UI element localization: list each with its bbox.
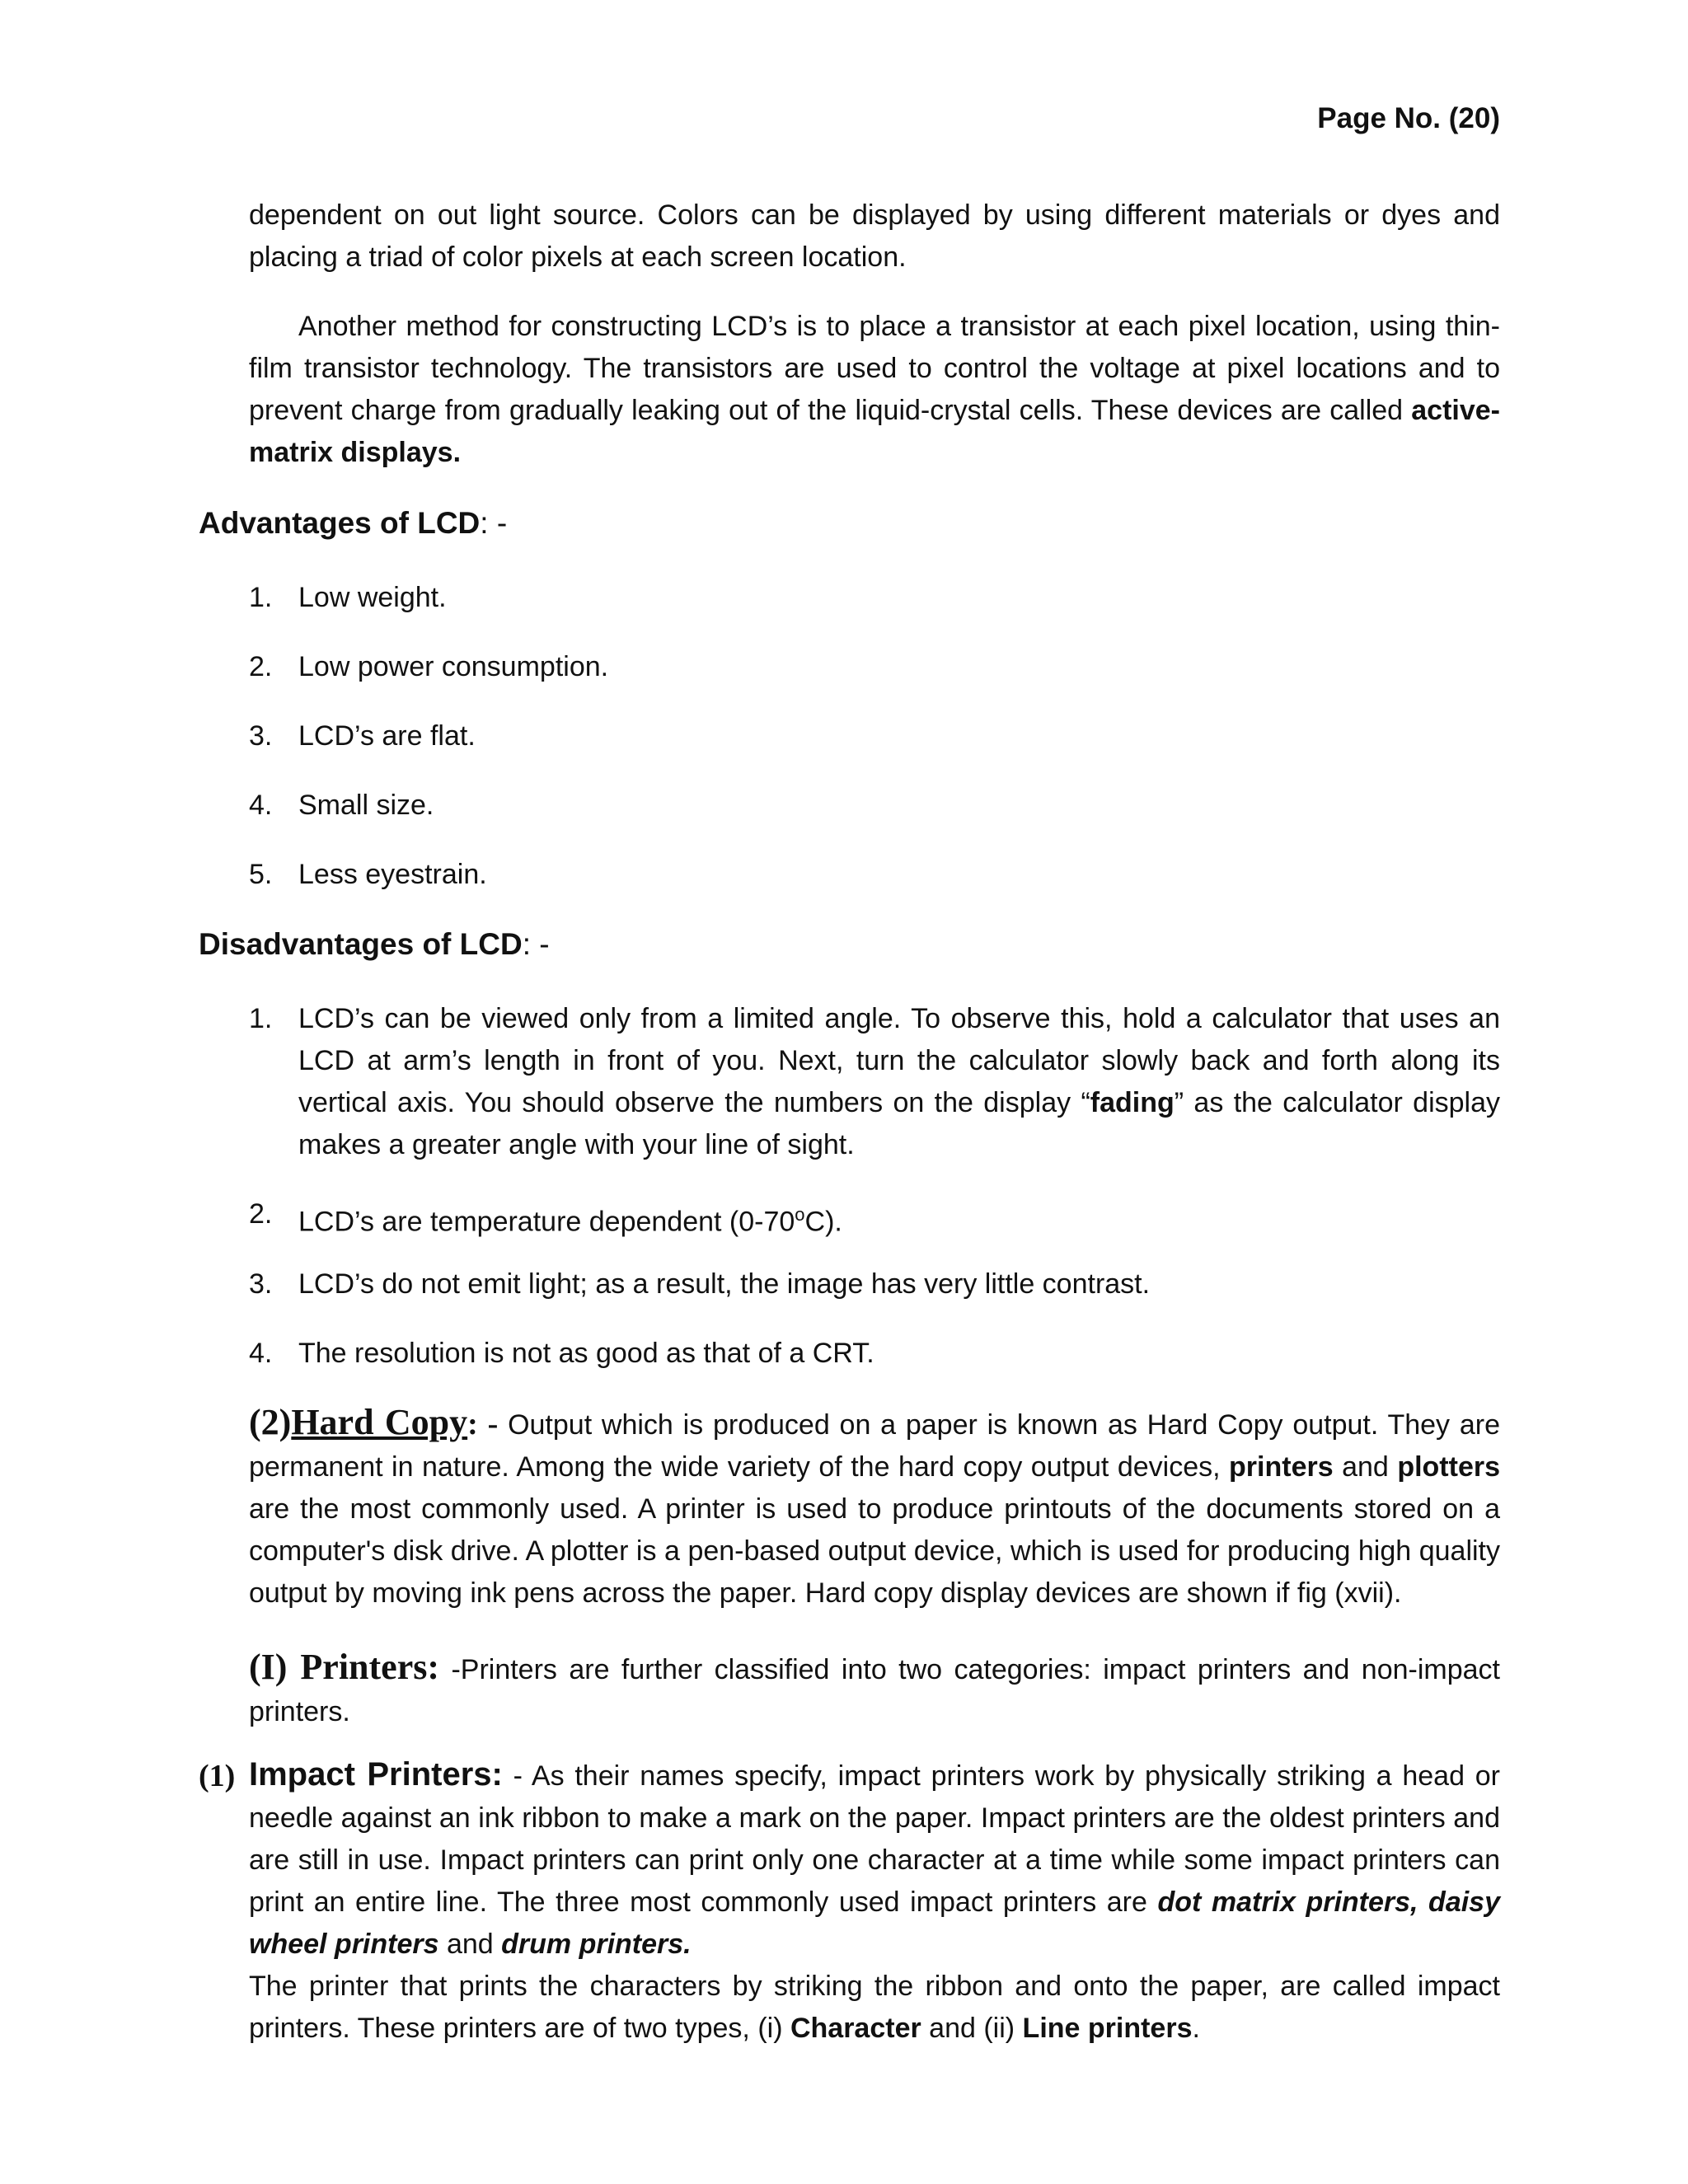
list-number: 3. [249,1268,273,1300]
text-run: are the most commonly used. A printer is used to produce printouts of the documents stored on a computer's disk drive. A plotter is a pen-based output device, which is used for producing high quality output by moving ink pens across the paper. Hard copy display devices are shown if fig (xvii). [249,1493,1500,1609]
paragraph-text: Another method for constructing LCD’s is to place a transistor at each pixel location, using thin-film transistor technology. The transistors are used to control the voltage at pixel locations and to prevent charge from gradually leaking out of the liquid-crystal cells. These devices are called [249,311,1500,426]
list-text [298,1193,1500,1243]
text-run: and [438,1929,502,1960]
bold-term: plotters [1397,1451,1500,1483]
list-item [249,854,1500,896]
list-number: 1. [249,582,273,613]
heading-text: Advantages of LCD [199,506,481,540]
list-number: 3. [249,720,273,752]
list-text: The resolution is not as good as that of a CRT. [298,1338,874,1369]
list-item [249,577,1500,619]
heading-suffix: : - [522,927,550,961]
list-number: 4. [249,1338,273,1369]
bold-term: active-matrix displays. [249,395,1500,468]
list-item [249,646,1500,688]
paragraph-impact-printers [249,1754,1500,2050]
impact-printers-title: Impact Printers: [249,1756,503,1793]
list-item [249,1193,1500,1243]
bold-term: Character [790,2013,921,2044]
advantages-heading [199,506,507,541]
list-item [249,1263,1500,1305]
text-run: The printer that prints the characters by striking the ribbon and onto the paper, are called impact printers. These printers are of two types, (i) [249,1971,1500,2044]
bold-italic-term: dot matrix printers, daisy wheel printers [249,1886,1500,1960]
list-number: 5. [249,859,273,890]
hard-copy-dash: : - [467,1407,499,1441]
list-text: LCD’s do not emit light; as a result, the image has very little contrast. [298,1268,1151,1300]
text-run: . [1192,2013,1200,2044]
paragraph-text: dependent on out light source. Colors can be displayed by using different materials or dyes and placing a triad of color pixels at each screen location. [249,199,1500,273]
text-run: -Printers are further classified into two categories: impact printers and non-impact printers. [249,1654,1501,1727]
heading-suffix: : - [480,506,508,540]
bold-term: fading [1090,1087,1175,1118]
list-item [249,785,1500,827]
impact-section-number: (1) [199,1759,236,1793]
list-text [298,998,1500,1166]
page-number: Page No. (20) [1317,102,1500,134]
paragraph-lcd-colors [249,194,1500,279]
bold-italic-term: drum printers. [501,1929,692,1960]
text-run: and [1333,1451,1398,1483]
printers-title: (I) Printers: [249,1647,440,1687]
paragraph-hard-copy [249,1401,1500,1615]
text-run: C). [804,1206,842,1238]
heading-text: Disadvantages of LCD [199,927,523,961]
list-number: 2. [249,1198,273,1230]
list-item [249,998,1500,1166]
bold-term: Line printers [1022,2013,1193,2044]
text-run: LCD’s are temperature dependent (0-70 [298,1206,795,1238]
hard-copy-prefix: (2) [249,1402,292,1442]
list-number: 2. [249,651,273,682]
paragraph-active-matrix [249,306,1500,474]
text-run: - As their names specify, impact printers work by physically striking a head or needle against an ink ribbon to make a mark on the paper. Impact printers are the oldest printers and are still in use. Impact printers can print only one character at a time while some impact printers can print an entire line. The three most commonly used impact printers are [249,1760,1501,1918]
text-run: LCD’s can be viewed only from a limited angle. To observe this, hold a calculator that uses an LCD at arm’s length in front of you. Next, turn the calculator slowly back and forth along its vertical axis. You should observe the numbers on the display “ [298,1003,1500,1118]
list-text: Low weight. [298,582,447,613]
paragraph-printers [249,1646,1500,1733]
text-run: and (ii) [921,2013,1023,2044]
list-number: 1. [249,1003,273,1034]
list-item [249,1333,1500,1375]
bold-term: printers [1229,1451,1334,1483]
text-run: Output which is produced on a paper is known as Hard Copy output. They are permanent in nature. Among the wide variety of the hard copy output devices, [249,1409,1500,1483]
hard-copy-title: Hard Copy [291,1402,468,1442]
degree-superscript: o [795,1204,805,1225]
list-number: 4. [249,790,273,821]
list-text: Low power consumption. [298,651,609,682]
list-item [249,715,1500,757]
list-text: Less eyestrain. [298,859,487,890]
list-text: LCD’s are flat. [298,720,476,752]
list-text: Small size. [298,790,434,821]
text-run: ” as the calculator display makes a greater angle with your line of sight. [298,1087,1500,1160]
disadvantages-heading [199,927,550,962]
